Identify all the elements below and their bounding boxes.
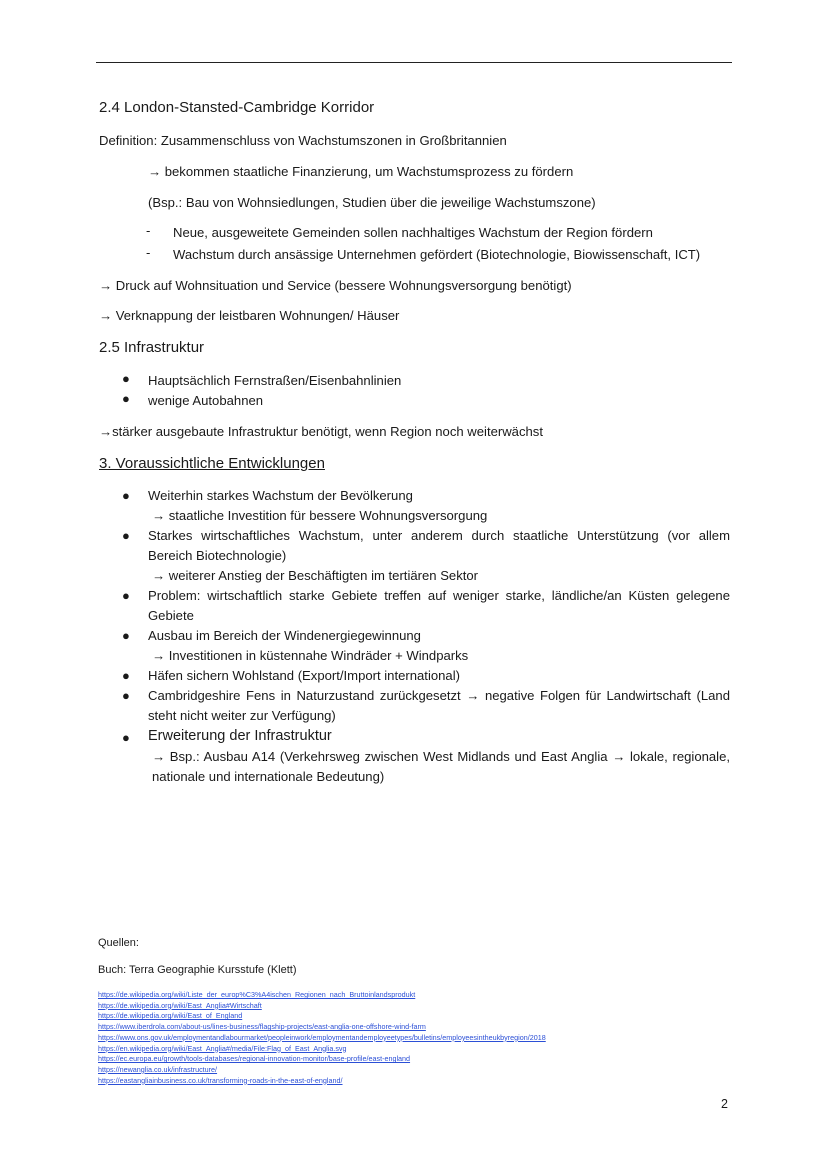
list-item bbox=[122, 526, 730, 586]
arrow-pressure: → Druck auf Wohnsituation und Service (bessere Wohnungsversorgung benötigt) bbox=[99, 278, 572, 293]
example-text: (Bsp.: Bau von Wohnsiedlungen, Studien über die jeweilige Wachstumszone) bbox=[148, 195, 596, 210]
list-item bbox=[122, 686, 730, 726]
bullet-icon: ● bbox=[122, 668, 130, 683]
dash-marker: - bbox=[146, 223, 151, 238]
sources-links bbox=[98, 990, 546, 1086]
bullet-icon: ● bbox=[122, 528, 130, 543]
source-link[interactable]: https://de.wikipedia.org/wiki/East_of_England bbox=[98, 1011, 243, 1021]
infra-bullet: Hauptsächlich Fernstraßen/Eisenbahnlinien bbox=[148, 373, 402, 388]
item-text: Cambridgeshire Fens in Naturzustand zurückgesetzt → negative Folgen für Landwirtschaft (Land steht nicht weiter zur Verfügung) bbox=[148, 688, 730, 723]
item-sub: → Investitionen in küstennahe Windräder + Windparks bbox=[152, 648, 469, 663]
source-link[interactable]: https://en.wikipedia.org/wiki/East_Anglia#/media/File:Flag_of_East_Anglia.svg bbox=[98, 1043, 347, 1053]
header-rule bbox=[96, 62, 732, 63]
source-link[interactable]: https://newanglia.co.uk/infrastructure/ bbox=[98, 1064, 218, 1074]
dash-marker: - bbox=[146, 245, 151, 260]
heading-2-5: 2.5 Infrastruktur bbox=[99, 339, 205, 356]
item-text: Häfen sichern Wohlstand (Export/Import international) bbox=[148, 668, 460, 683]
item-text: Problem: wirtschaftlich starke Gebiete treffen auf weniger starke, ländliche/an Küsten gelegene Gebiete bbox=[148, 588, 730, 623]
infra-bullet: wenige Autobahnen bbox=[148, 393, 264, 408]
item-sub: → weiterer Anstieg der Beschäftigten im tertiären Sektor bbox=[152, 568, 479, 583]
bullet-icon: ● bbox=[122, 688, 130, 703]
source-link[interactable]: https://www.iberdrola.com/about-us/lines-business/flagship-projects/east-anglia-one-offshore-wind-farm bbox=[98, 1022, 426, 1032]
list-item bbox=[122, 486, 730, 526]
heading-2-4: 2.4 London-Stansted-Cambridge Korridor bbox=[99, 99, 375, 116]
infra-arrow: →stärker ausgebaute Infrastruktur benötigt, wenn Region noch weiterwächst bbox=[99, 424, 543, 439]
source-link[interactable]: https://www.ons.gov.uk/employmentandlabourmarket/peopleinwork/employmentandemployeetypes/bulletins/employeesintheukbyregion/2018 bbox=[98, 1032, 546, 1042]
development-list bbox=[122, 486, 730, 787]
item-text: Weiterhin starkes Wachstum der Bevölkerung bbox=[148, 488, 413, 503]
dash-item: Wachstum durch ansässige Unternehmen gefördert (Biotechnologie, Biowissenschaft, ICT) bbox=[173, 247, 701, 262]
list-item bbox=[122, 666, 730, 686]
bullet-icon: ● bbox=[122, 371, 130, 386]
source-link[interactable]: https://ec.europa.eu/growth/tools-databases/regional-innovation-monitor/base-profile/east-england bbox=[98, 1054, 411, 1064]
arrow-shortage: → Verknappung der leistbaren Wohnungen/ Häuser bbox=[99, 308, 400, 323]
bullet-icon: ● bbox=[122, 588, 130, 603]
item-text: Erweiterung der Infrastruktur bbox=[148, 728, 332, 744]
page-number: 2 bbox=[721, 1097, 728, 1111]
bullet-icon: ● bbox=[122, 488, 130, 503]
item-text: Starkes wirtschaftliches Wachstum, unter anderem durch staatliche Unterstützung (vor allem Bereich Biotechnologie) bbox=[148, 528, 730, 563]
source-link[interactable]: https://de.wikipedia.org/wiki/Liste_der_europ%C3%A4ischen_Regionen_nach_Bruttoinlandsprodukt bbox=[98, 990, 416, 999]
bullet-icon: ● bbox=[122, 391, 130, 406]
item-sub: → Bsp.: Ausbau A14 (Verkehrsweg zwischen West Midlands und East Anglia → lokale, regionale, nationale und internationale Bedeutung) bbox=[152, 749, 730, 784]
bullet-icon: ● bbox=[122, 628, 130, 643]
sources-label: Quellen: bbox=[98, 937, 139, 949]
dash-item: Neue, ausgeweitete Gemeinden sollen nachhaltiges Wachstum der Region fördern bbox=[173, 225, 653, 240]
item-text: Ausbau im Bereich der Windenergiegewinnung bbox=[148, 628, 421, 643]
heading-3: 3. Voraussichtliche Entwicklungen bbox=[99, 455, 325, 472]
definition-text: Definition: Zusammenschluss von Wachstumszonen in Großbritannien bbox=[99, 133, 507, 148]
arrow-financing: → bekommen staatliche Finanzierung, um Wachstumsprozess zu fördern bbox=[148, 164, 574, 179]
list-item bbox=[122, 586, 730, 626]
list-item bbox=[122, 726, 730, 787]
source-link[interactable]: https://de.wikipedia.org/wiki/East_Anglia#Wirtschaft bbox=[98, 1000, 262, 1010]
source-link[interactable]: https://eastangliainbusiness.co.uk/transforming-roads-in-the-east-of-england/ bbox=[98, 1075, 343, 1085]
item-sub: → staatliche Investition für bessere Wohnungsversorgung bbox=[152, 508, 488, 523]
bullet-icon: ● bbox=[122, 730, 130, 745]
sources-book: Buch: Terra Geographie Kursstufe (Klett) bbox=[98, 964, 297, 976]
list-item bbox=[122, 626, 730, 666]
